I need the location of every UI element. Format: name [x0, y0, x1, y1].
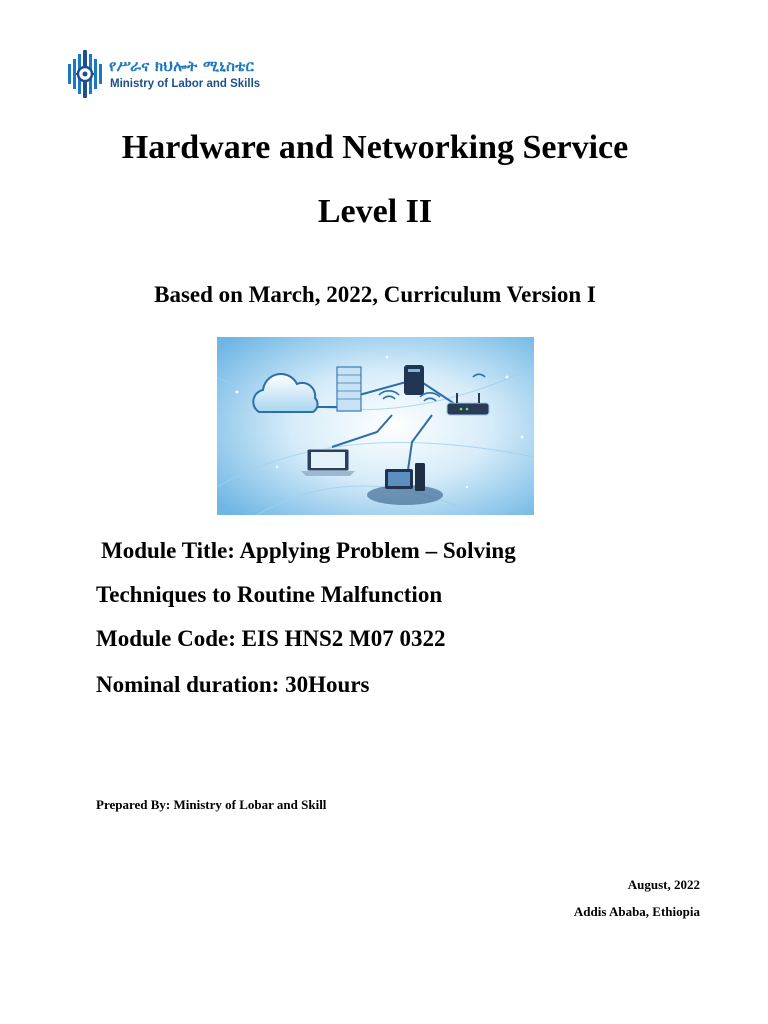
ministry-name-english: Ministry of Labor and Skills	[110, 78, 261, 90]
module-code: Module Code: EIS HNS2 M07 0322	[96, 626, 446, 651]
document-title: Hardware and Networking Service	[121, 129, 629, 166]
curriculum-version: Based on March, 2022, Curriculum Version I	[154, 282, 596, 307]
document-level: Level II	[317, 193, 433, 230]
nominal-duration: Nominal duration: 30Hours	[96, 672, 370, 697]
ministry-logo	[66, 48, 266, 100]
module-title-line-1: Module Title: Applying Problem – Solving	[101, 538, 516, 563]
prepared-by: Prepared By: Ministry of Lobar and Skill	[96, 797, 327, 812]
ministry-name-amharic: የሥራና ክህሎት ሚኒስቴር	[109, 57, 255, 75]
network-illustration	[217, 337, 534, 515]
publication-date: August, 2022	[627, 877, 700, 892]
module-title-line-2: Techniques to Routine Malfunction	[96, 582, 443, 607]
ministry-emblem-icon	[66, 48, 106, 100]
laptop-icon	[301, 449, 355, 476]
publication-place: Addis Ababa, Ethiopia	[573, 904, 700, 919]
